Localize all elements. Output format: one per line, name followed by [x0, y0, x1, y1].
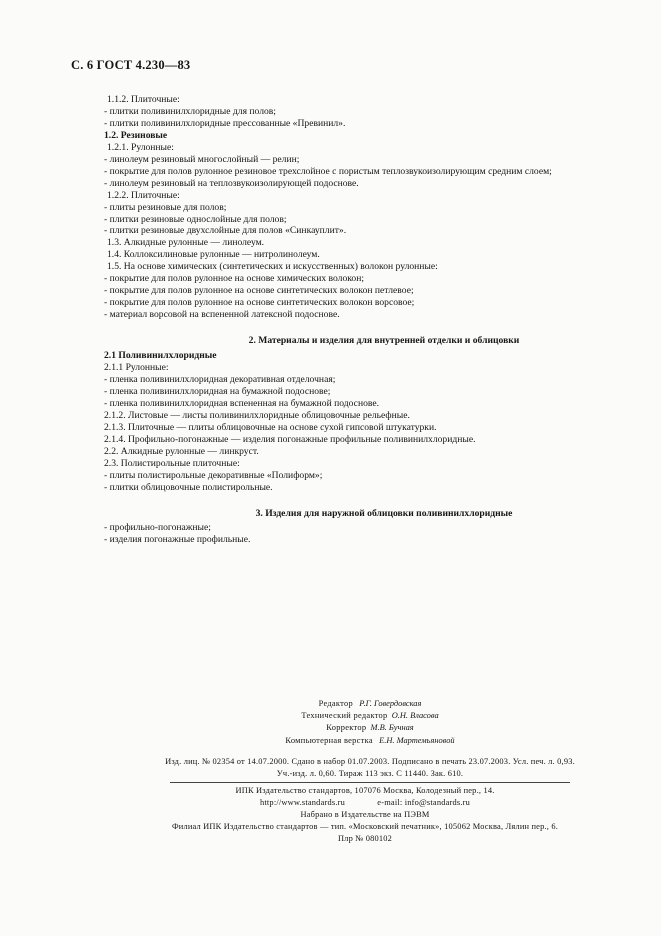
clause-line: 1.4. Коллоксилиновые рулонные — нитролинолеум. — [107, 249, 320, 261]
publisher-contacts — [130, 797, 600, 809]
list-item: - плитки поливинилхлоридные для полов; — [104, 105, 276, 117]
list-item: - пленка поливинилхлоридная на бумажной подоснове; — [104, 385, 331, 397]
list-item: - линолеум резиновый на теплозвукоизолирующей подоснове. — [104, 177, 359, 189]
printer-address: Филиал ИПК Издательство стандартов — тип. «Московский печатник», 105062 Москва, Лялин пер., 6. — [171, 821, 559, 831]
website-link[interactable]: http://www.standards.ru — [259, 797, 345, 807]
section-1-list — [104, 94, 624, 321]
clause-line: 2.1.1 Рулонные: — [104, 362, 169, 374]
page-header: С. 6 ГОСТ 4.230—83 — [71, 58, 191, 72]
email-link[interactable]: e-mail: info@standards.ru — [377, 797, 471, 807]
list-item: - плитки облицовочные полистирольные. — [104, 481, 273, 493]
license-number: Плр № 080102 — [337, 833, 393, 843]
imprint-role: Корректор — [326, 723, 367, 733]
clause-line: 1.5. На основе химических (синтетических и искусственных) волокон рулонные: — [107, 261, 438, 273]
divider-rule — [170, 782, 570, 783]
imprint-tech-editor — [150, 710, 590, 722]
imprint-name: Е.Н. Мартемьяновой — [379, 735, 455, 745]
editorial-imprint — [150, 698, 590, 747]
typeset-note: Набрано в Издательстве на ПЭВМ — [300, 809, 430, 819]
imprint-name: Р.Г. Говердовская — [359, 699, 422, 708]
publisher-address: ИПК Издательство стандартов, 107076 Москва, Колодезный пер., 14. — [235, 786, 495, 795]
clause-line: 2.3. Полистирольные плиточные: — [104, 457, 240, 469]
clause-line: 2.1.3. Плиточные — плиты облицовочные на основе сухой гипсовой штукатурки. — [104, 421, 437, 433]
imprint-proofreader — [150, 722, 590, 734]
list-item: - пленка поливинилхлоридная вспененная на бумажной подоснове. — [104, 397, 379, 409]
imprint-role: Технический редактор — [301, 711, 388, 721]
clause-line: 2.2. Алкидные рулонные — линкруст. — [104, 445, 259, 457]
list-item: - плитки поливинилхлоридные прессованные «Превинил». — [104, 117, 346, 129]
publisher-info — [130, 785, 600, 845]
publication-line-2: Уч.-изд. л. 0,60. Тираж 113 экз. С 11440. Зак. 610. — [276, 769, 464, 778]
list-item: - материал ворсовой на вспененной латексной подоснове. — [104, 309, 340, 321]
list-item: - линолеум резиновый многослойный — релин; — [104, 153, 300, 165]
section-2-list — [104, 350, 624, 493]
imprint-name: О.Н. Власова — [391, 711, 439, 721]
section-3-title: 3. Изделия для наружной облицовки поливинилхлоридные — [255, 507, 513, 519]
clause-line: 1.3. Алкидные рулонные — линолеум. — [107, 237, 265, 249]
clause-line: 1.2.2. Плиточные: — [107, 189, 180, 201]
publication-info — [160, 756, 580, 780]
list-item: - плитки резиновые однослойные для полов; — [104, 213, 287, 225]
publication-line-1: Изд. лиц. № 02354 от 14.07.2000. Сдано в набор 01.07.2003. Подписано в печать 23.07.2003. Усл. печ. л. 0,93. — [165, 757, 575, 766]
section-2-title: 2. Материалы и изделия для внутренней отделки и облицовки — [248, 335, 520, 347]
clause-line: 2.1.4. Профильно-погонажные — изделия погонажные профильные поливинилхлоридные. — [104, 433, 476, 445]
list-item: - профильно-погонажные; — [104, 522, 211, 534]
list-item: - покрытие для полов рулонное на основе синтетических волокон ворсовое; — [104, 297, 415, 309]
list-item: - покрытие для полов рулонное на основе синтетических волокон петлевое; — [104, 285, 414, 297]
subsection-heading: 1.2. Резиновые — [104, 129, 168, 141]
list-item: - плитки резиновые двухслойные для полов «Синкауплит». — [104, 225, 347, 237]
imprint-role: Компьютерная верстка — [285, 735, 373, 745]
clause-line: 1.2.1. Рулонные: — [107, 141, 174, 153]
imprint-name: М.В. Бучная — [370, 723, 414, 733]
list-item: - пленка поливинилхлоридная декоративная отделочная; — [104, 373, 336, 385]
section-3-list — [104, 522, 624, 546]
clause-line: 2.1.2. Листовые — листы поливинилхлоридные облицовочные рельефные. — [104, 409, 410, 421]
list-item: - плиты резиновые для полов; — [104, 201, 227, 213]
imprint-editor — [150, 698, 590, 710]
imprint-layout — [150, 735, 590, 747]
document-body — [104, 94, 624, 546]
list-item: - плиты полистирольные декоративные «Полиформ»; — [104, 469, 323, 481]
clause-line: 1.1.2. Плиточные: — [107, 94, 180, 105]
list-item: - покрытие для полов рулонное на основе химических волокон; — [104, 273, 365, 285]
imprint-role: Редактор — [318, 699, 354, 708]
list-item: - покрытие для полов рулонное резиновое трехслойное с пористым теплозвукоизолирующим средним слоем; — [104, 165, 552, 177]
list-item: - изделия погонажные профильные. — [104, 534, 251, 546]
subsection-heading: 2.1 Поливинилхлоридные — [104, 350, 217, 362]
